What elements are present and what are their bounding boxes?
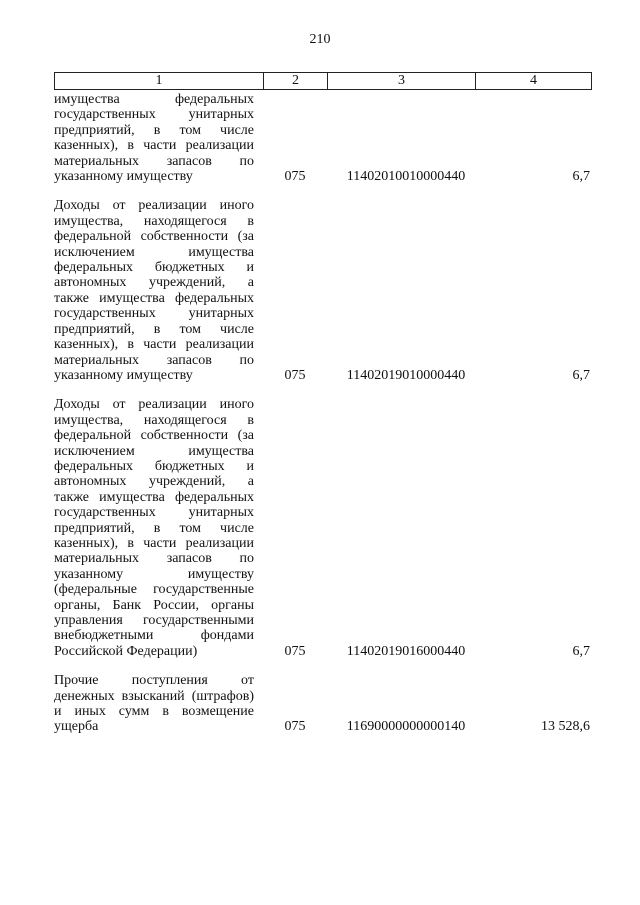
row-admin-code: 075 bbox=[284, 169, 306, 185]
row-admin-code: 075 bbox=[284, 367, 306, 383]
table-row bbox=[54, 397, 590, 659]
table-row bbox=[54, 673, 590, 735]
row-budget-code: 11402019016000440 bbox=[346, 643, 466, 659]
row-description: имущества федеральных государственных унитарных предприятий, в том числе казенных), в части реализации материальных запасов по указанному имуществу bbox=[54, 92, 254, 185]
table-body bbox=[54, 92, 590, 749]
row-amount: 6,7 bbox=[572, 367, 590, 383]
header-col-3: 3 bbox=[328, 73, 476, 89]
row-description: Доходы от реализации иного имущества, находящегося в федеральной собственности (за исключением имущества федеральных бюджетных и автономных учреждений, а также имущества федеральных государственных унитарных предприятий, в том числе казенных), в части реализации материальных запасов по указанному имуществу (федеральные государственные органы, Банк России, органы управления государственными внебюджетными фондами Российской Федерации) bbox=[54, 397, 254, 659]
row-amount: 6,7 bbox=[572, 169, 590, 185]
header-col-1: 1 bbox=[55, 73, 264, 89]
row-budget-code: 11402010010000440 bbox=[346, 169, 466, 185]
row-description: Прочие поступления от денежных взысканий (штрафов) и иных сумм в возмещение ущерба bbox=[54, 673, 254, 735]
row-budget-code: 11402019010000440 bbox=[346, 367, 466, 383]
table-row bbox=[54, 92, 590, 184]
row-budget-code: 11690000000000140 bbox=[346, 719, 466, 735]
table-header bbox=[54, 72, 592, 90]
row-admin-code: 075 bbox=[284, 643, 306, 659]
row-description: Доходы от реализации иного имущества, находящегося в федеральной собственности (за исключением имущества федеральных бюджетных и автономных учреждений, а также имущества федеральных государственных унитарных предприятий, в том числе казенных), в части реализации материальных запасов по указанному имуществу bbox=[54, 198, 254, 383]
row-amount: 13 528,6 bbox=[541, 719, 590, 735]
page-number: 210 bbox=[309, 32, 331, 47]
row-amount: 6,7 bbox=[572, 643, 590, 659]
header-col-2: 2 bbox=[264, 73, 328, 89]
header-col-4: 4 bbox=[530, 73, 537, 88]
table-row bbox=[54, 198, 590, 383]
row-admin-code: 075 bbox=[284, 719, 306, 735]
